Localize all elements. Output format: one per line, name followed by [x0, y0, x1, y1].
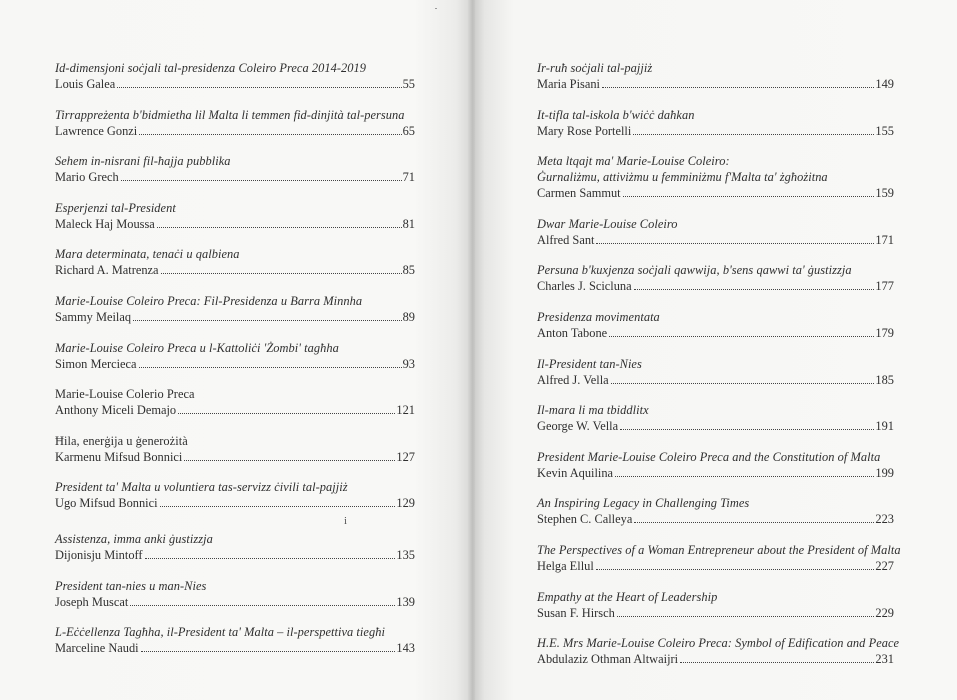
- dot-leader: [130, 605, 395, 606]
- entry-page-number: 129: [396, 496, 415, 511]
- entry-page-number: 149: [875, 77, 894, 91]
- entry-author: Kevin Aquilina: [537, 465, 614, 480]
- toc-entry: [55, 60, 415, 107]
- dot-leader: [611, 383, 875, 384]
- entry-author: Joseph Muscat: [55, 594, 129, 609]
- dot-leader: [680, 662, 874, 663]
- entry-title: An Inspiring Legacy in Challenging Times: [537, 496, 750, 511]
- dot-leader: [178, 413, 395, 414]
- entry-author: Abdulaziz Othman Altwaijri: [537, 652, 679, 667]
- entry-title: President ta' Malta u voluntiera tas-servizz ċivili tal-pajjiż: [55, 480, 348, 495]
- entry-author: Lawrence Gonzi: [55, 123, 138, 138]
- entry-title: President tan-nies u man-Nies: [55, 578, 207, 593]
- dot-leader: [634, 522, 874, 523]
- entry-author: Louis Galea: [55, 77, 116, 91]
- dot-leader: [596, 569, 875, 570]
- toc-entry: [55, 624, 415, 671]
- entry-title: President Marie-Louise Coleiro Preca and the Constitution of Malta: [537, 449, 881, 464]
- toc-entry: [55, 153, 415, 200]
- entry-page-number: 159: [875, 186, 894, 201]
- toc-entry: [537, 309, 894, 356]
- entry-page-number: 155: [875, 123, 894, 138]
- paper-speck: [435, 8, 437, 9]
- dot-leader: [139, 134, 401, 135]
- entry-title: Id-dimensjoni soċjali tal-presidenza Coleiro Preca 2014-2019: [55, 61, 367, 75]
- toc-entry: [537, 262, 894, 309]
- entry-title: Tirrappreżenta b'bidmietha lil Malta li temmen fid-dinjità tal-persuna: [55, 107, 405, 122]
- entry-title: Mara determinata, tenaċi u qalbiena: [55, 247, 240, 262]
- entry-author: Anton Tabone: [537, 325, 608, 340]
- entry-author: Karmenu Mifsud Bonnici: [55, 449, 183, 464]
- entry-author: Alfred J. Vella: [537, 372, 609, 387]
- entry-title: Esperjenzi tal-President: [55, 200, 176, 215]
- entry-page-number: 229: [875, 605, 894, 620]
- dot-leader: [161, 273, 402, 274]
- dot-leader: [145, 558, 396, 559]
- entry-author: Ugo Mifsud Bonnici: [55, 496, 158, 511]
- entry-author: Maria Pisani: [537, 77, 600, 91]
- entry-author: Richard A. Matrenza: [55, 263, 159, 278]
- toc-entry: [537, 542, 901, 589]
- dot-leader: [184, 460, 395, 461]
- entry-page-number: 143: [396, 641, 415, 656]
- dot-leader: [139, 367, 402, 368]
- entry-title: Meta ltqajt ma' Marie-Louise Coleiro:: [537, 154, 730, 169]
- entry-page-number: 89: [402, 309, 415, 324]
- toc-entry: [537, 107, 894, 154]
- toc-entry: [537, 402, 894, 449]
- toc-entry: [537, 216, 894, 263]
- toc-entry: [55, 578, 415, 625]
- entry-author: Sammy Meilaq: [55, 309, 132, 324]
- entry-author: Helga Ellul: [537, 558, 594, 573]
- left-page: [0, 0, 470, 700]
- entry-page-number: 135: [396, 547, 415, 562]
- entry-page-number: 71: [402, 170, 415, 185]
- dot-leader: [617, 616, 875, 617]
- toc-entry: [55, 293, 415, 340]
- entry-page-number: 171: [875, 232, 894, 247]
- entry-title: Ir-ruħ soċjali tal-pajjiż: [537, 61, 653, 75]
- dot-leader: [596, 243, 874, 244]
- toc-entry: [537, 356, 894, 403]
- entry-author: Susan F. Hirsch: [537, 605, 615, 620]
- toc-entry: [55, 433, 415, 480]
- toc-list-right: [537, 60, 901, 682]
- entry-author: Mary Rose Portelli: [537, 123, 632, 138]
- entry-page-number: 231: [875, 652, 894, 667]
- entry-author: Marceline Naudi: [55, 641, 139, 656]
- dot-leader: [117, 87, 401, 88]
- entry-author: Carmen Sammut: [537, 186, 621, 201]
- entry-author: Mario Grech: [55, 170, 119, 185]
- dot-leader: [609, 336, 874, 337]
- toc-entry: [537, 635, 900, 682]
- toc-list-left: [55, 60, 415, 666]
- toc-entry: [55, 246, 415, 293]
- entry-title: Persuna b'kuxjenza soċjali qawwija, b'sens qawwi ta' ġustizzja: [537, 263, 852, 278]
- toc-entry: [537, 449, 894, 496]
- dot-leader: [615, 476, 874, 477]
- dot-leader: [157, 227, 402, 228]
- toc-entry: [55, 386, 415, 433]
- entry-page-number: 199: [875, 465, 894, 480]
- entry-page-number: 223: [875, 512, 894, 527]
- entry-title: Marie-Louise Colerio Preca: [55, 387, 195, 402]
- toc-entry: [537, 60, 894, 107]
- entry-title: H.E. Mrs Marie-Louise Coleiro Preca: Symbol of Edification and Peace: [537, 636, 900, 651]
- entry-title: Ħila, enerġija u ġenerożità: [55, 433, 188, 448]
- entry-page-number: 139: [396, 594, 415, 609]
- entry-page-number: 55: [402, 77, 415, 91]
- entry-author: Anthony Miceli Demajo: [55, 403, 177, 418]
- entry-title: The Perspectives of a Woman Entrepreneur about the President of Malta: [537, 542, 901, 557]
- entry-title: Sehem in-nisrani fil-ħajja pubblika: [55, 154, 231, 169]
- margin-mark: i: [344, 515, 348, 527]
- toc-entry: [55, 479, 415, 526]
- entry-page-number: 191: [875, 419, 894, 434]
- dot-leader: [620, 429, 874, 430]
- entry-author: Stephen C. Calleya: [537, 512, 633, 527]
- entry-page-number: 121: [396, 403, 415, 418]
- entry-page-number: 177: [875, 279, 894, 294]
- entry-page-number: 81: [402, 216, 415, 231]
- entry-page-number: 185: [875, 372, 894, 387]
- entry-author: Dijonisju Mintoff: [55, 547, 143, 562]
- entry-page-number: 127: [396, 449, 415, 464]
- dot-leader: [121, 180, 402, 181]
- dot-leader: [141, 651, 396, 652]
- dot-leader: [623, 196, 875, 197]
- entry-title: Assistenza, imma anki ġustizzja: [55, 531, 213, 546]
- entry-title: It-tifla tal-iskola b'wiċċ daħkan: [537, 107, 695, 122]
- dot-leader: [133, 320, 402, 321]
- toc-entry: [537, 495, 894, 542]
- dot-leader: [633, 134, 874, 135]
- entry-title: Presidenza movimentata: [537, 309, 660, 324]
- dot-leader: [602, 87, 874, 88]
- entry-title: Il-mara li ma tbiddlitx: [537, 403, 649, 418]
- entry-page-number: 179: [875, 325, 894, 340]
- entry-title: Il-President tan-Nies: [537, 356, 642, 371]
- entry-title: Marie-Louise Coleiro Preca u l-Kattoliċi 'Żombi' tagħha: [55, 340, 339, 355]
- dot-leader: [160, 506, 396, 507]
- entry-page-number: 93: [402, 356, 415, 371]
- toc-entry: [55, 200, 415, 247]
- entry-author: Charles J. Scicluna: [537, 279, 632, 294]
- entry-title: Dwar Marie-Louise Coleiro: [537, 216, 678, 231]
- entry-author: Alfred Sant: [537, 232, 595, 247]
- entry-title: Empathy at the Heart of Leadership: [537, 589, 718, 604]
- entry-subtitle: Ġurnaliżmu, attiviżmu u femminiżmu f'Malta ta' żgħożitna: [537, 170, 828, 185]
- entry-page-number: 65: [402, 123, 415, 138]
- toc-entry: [55, 531, 415, 578]
- dot-leader: [634, 289, 875, 290]
- toc-entry: [537, 153, 894, 216]
- entry-title: Marie-Louise Coleiro Preca: Fil-Presidenza u Barra Minnha: [55, 293, 363, 308]
- toc-entry: [55, 107, 415, 154]
- toc-entry: [537, 589, 894, 636]
- entry-page-number: 227: [875, 558, 894, 573]
- entry-title: L-Eċċellenza Tagħha, il-President ta' Malta – il-perspettiva tiegħi: [55, 625, 385, 640]
- toc-entry: [55, 340, 415, 387]
- entry-author: Simon Mercieca: [55, 356, 137, 371]
- entry-page-number: 85: [402, 263, 415, 278]
- entry-author: George W. Vella: [537, 419, 619, 434]
- entry-author: Maleck Haj Moussa: [55, 216, 155, 231]
